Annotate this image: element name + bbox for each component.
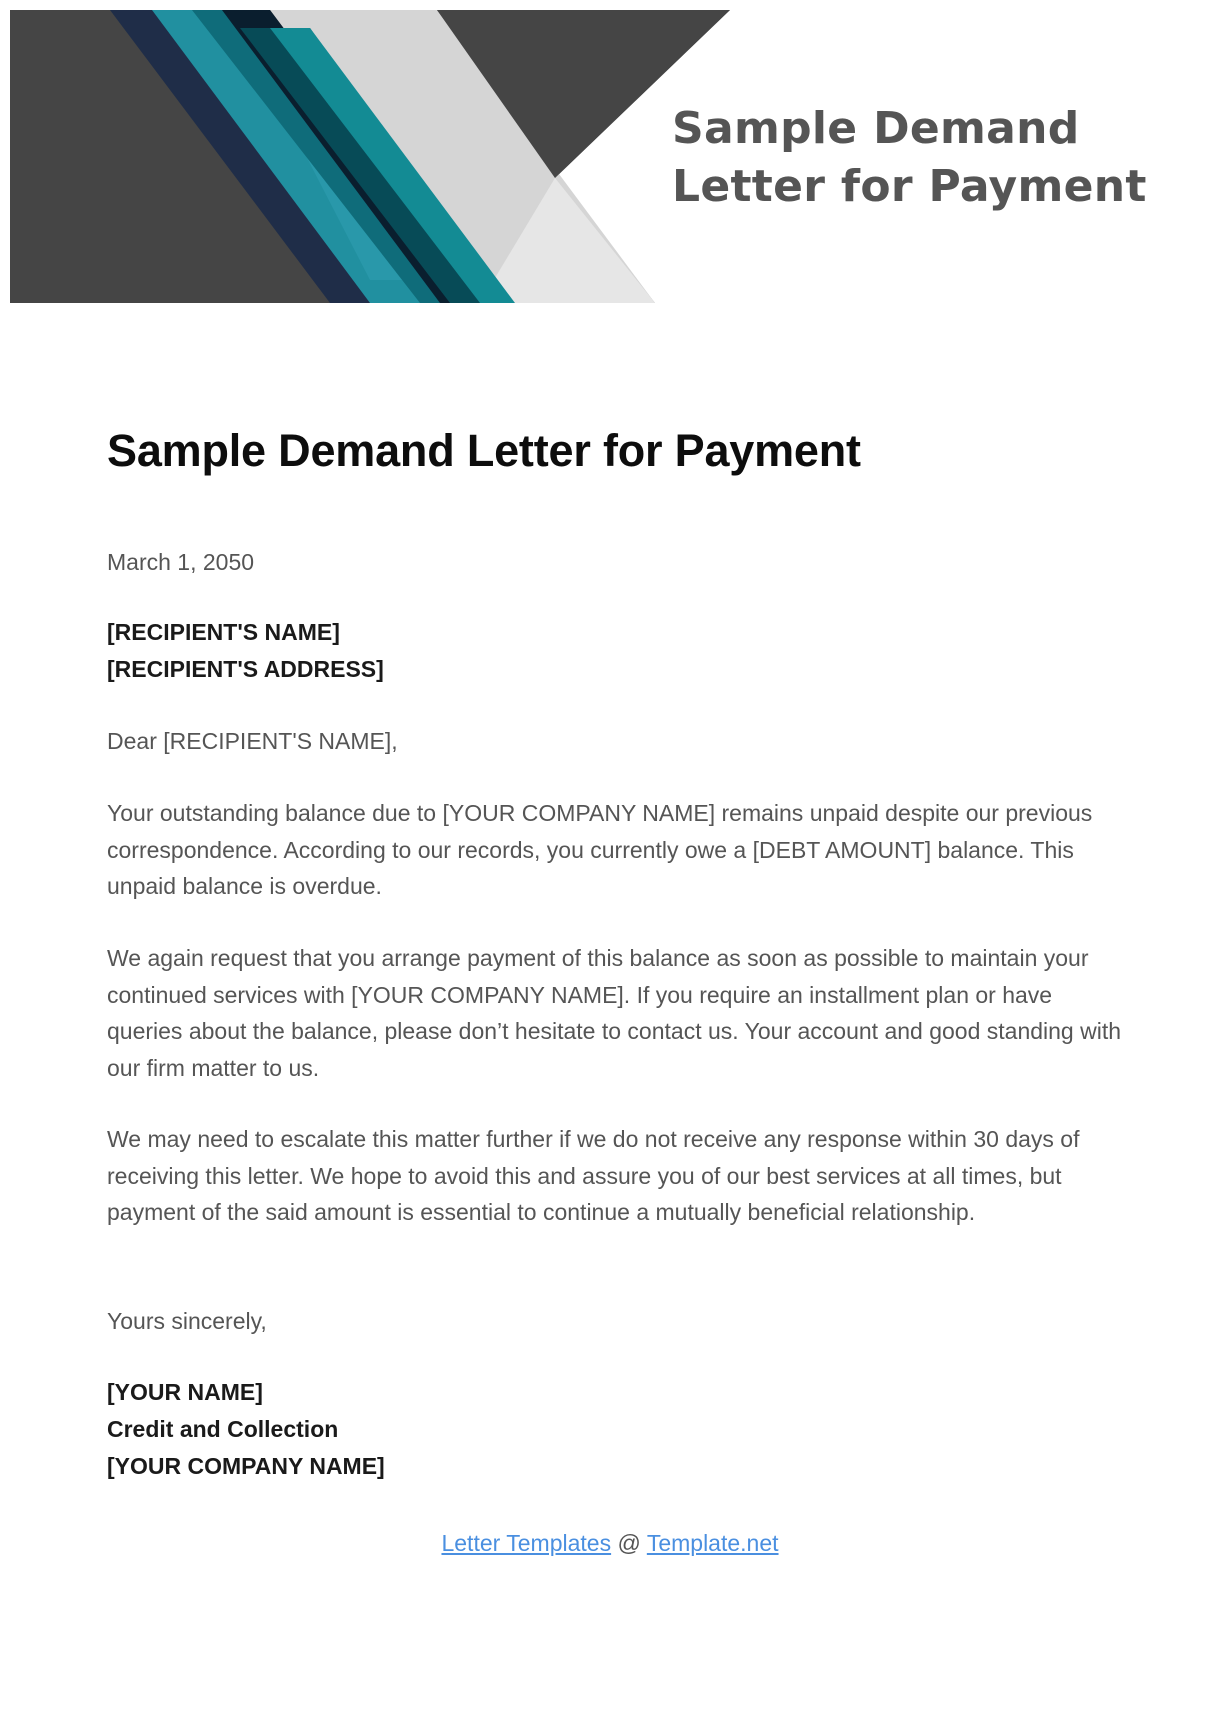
header-banner [0, 0, 1220, 310]
footer [0, 1530, 1220, 1557]
recipient-block [107, 614, 1127, 688]
paragraph-2: We again request that you arrange payment of this balance as soon as possible to maintain your continued services with [YOUR COMPANY NAME]. If you require an installment plan or have queries about the balance, please don’t hesitate to contact us. Your account and good standing with our firm matter to us. [107, 945, 1122, 1081]
recipient-address: [RECIPIENT'S ADDRESS] [107, 656, 384, 682]
document-title: Sample Demand Letter for Payment [107, 425, 861, 476]
header-title-line1: Sample Demand [672, 103, 1080, 154]
signature-block [107, 1374, 1127, 1485]
header-title-line2: Letter for Payment [672, 161, 1147, 212]
footer-separator: @ [617, 1530, 641, 1556]
recipient-name: [RECIPIENT'S NAME] [107, 619, 340, 645]
signature-company: [YOUR COMPANY NAME] [107, 1453, 385, 1479]
template-net-link[interactable]: Template.net [646, 1530, 779, 1556]
paragraph-1: Your outstanding balance due to [YOUR COMPANY NAME] remains unpaid despite our previous correspondence. According to our records, you currently owe a [DEBT AMOUNT] balance. This unpaid balance is overdue. [107, 800, 1093, 899]
letter-date: March 1, 2050 [107, 549, 255, 575]
letter-templates-link[interactable]: Letter Templates [441, 1530, 612, 1556]
paragraph-3: We may need to escalate this matter further if we do not receive any response within 30 days of receiving this letter. We hope to avoid this and assure you of our best services at all times, but payment of the said amount is essential to continue a mutually beneficial relationship. [107, 1126, 1080, 1225]
closing: Yours sincerely, [107, 1308, 267, 1334]
signature-name: [YOUR NAME] [107, 1379, 263, 1405]
signature-department: Credit and Collection [107, 1416, 339, 1442]
header-title [672, 100, 1192, 216]
salutation: Dear [RECIPIENT'S NAME], [107, 728, 398, 754]
